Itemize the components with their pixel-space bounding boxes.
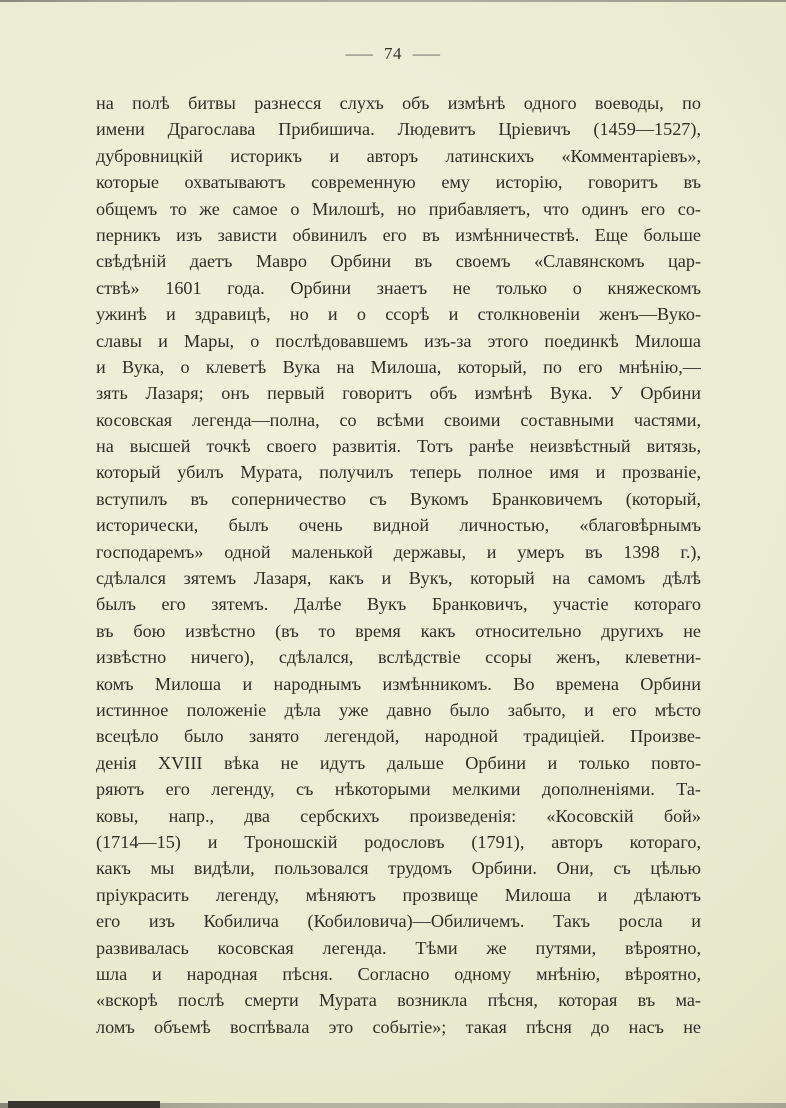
body-text-line: имени Драгослава Прибишича. Людевитъ Цріевичъ (1459—1527),: [96, 119, 701, 140]
body-text-line: перникъ изъ зависти обвинилъ его въ измѣнничествѣ. Еще больше: [96, 224, 701, 245]
body-text-line: косовская легенда—полна, со всѣми своими составными частями,: [96, 409, 701, 430]
body-text-line: какъ мы видѣли, пользовался трудомъ Орбини. Они, съ цѣлью: [96, 858, 701, 879]
body-text-line: развивалась косовская легенда. Тѣми же путями, вѣроятно,: [96, 937, 701, 958]
body-text-line: ковы, напр., два сербскихъ произведенія: «Косовскій бой»: [96, 805, 701, 826]
body-text-line: «вскорѣ послѣ смерти Мурата возникла пѣсня, которая въ ма-: [96, 990, 701, 1011]
body-text-line: пріукрасить легенду, мѣняютъ прозвище Милоша и дѣлаютъ: [96, 884, 701, 905]
body-text-line: его изъ Кобилича (Кобиловича)—Обиличемъ. Такъ росла и: [96, 911, 701, 932]
page-number: 74: [384, 44, 402, 63]
header-dash-left: —: [345, 44, 374, 63]
body-text-line: былъ его зятемъ. Далѣе Вукъ Бранковичъ, участіе котораго: [96, 594, 701, 615]
body-text-line: комъ Милоша и народнымъ измѣнникомъ. Во времена Орбини: [96, 673, 701, 694]
page-bottom-dark-bar: [8, 1101, 160, 1108]
body-text-line: (1714—15) и Троношскій родословъ (1791), авторъ котораго,: [96, 831, 701, 852]
header-dash-right: —: [412, 44, 441, 63]
body-text-line: ломъ объемѣ воспѣвала это событіе»; такая пѣсня до насъ не: [96, 1016, 701, 1037]
body-text-line: свѣдѣній даетъ Мавро Орбини въ своемъ «Славянскомъ цар-: [96, 251, 701, 272]
body-text-line: исторически, былъ очень видной личностью, «благовѣрнымъ: [96, 515, 701, 536]
body-text-line: и Вука, о клеветѣ Вука на Милоша, который, по его мнѣнію,—: [96, 356, 701, 377]
body-text-line: славы и Мары, о послѣдовавшемъ изъ-за этого поединкѣ Милоша: [96, 330, 701, 351]
body-text-line: шла и народная пѣсня. Согласно одному мнѣнію, вѣроятно,: [96, 963, 701, 984]
body-text-line: на полѣ битвы разнесся слухъ объ измѣнѣ одного воеводы, по: [96, 93, 701, 113]
body-text-line: всецѣло было занято легендой, народной традиціей. Произве-: [96, 726, 701, 747]
body-text-line: которые охватываютъ современную ему исторію, говоритъ въ: [96, 172, 701, 193]
body-text-line: извѣстно ничего), сдѣлался, вслѣдствіе ссоры женъ, клеветни-: [96, 647, 701, 668]
body-text-line: вступилъ въ соперничество съ Вукомъ Бранковичемъ (который,: [96, 488, 701, 509]
body-text-line: сдѣлался зятемъ Лазаря, какъ и Вукъ, который на самомъ дѣлѣ: [96, 568, 701, 589]
body-text-line: который убилъ Мурата, получилъ теперь полное имя и прозваніе,: [96, 462, 701, 483]
body-text-line: въ бою извѣстно (въ то время какъ относительно другихъ не: [96, 620, 701, 641]
body-text-line: ряютъ его легенду, съ нѣкоторыми мелкими дополненіями. Та-: [96, 779, 701, 800]
body-text-line: ствѣ» 1601 года. Орбини знаетъ не только о княжескомъ: [96, 277, 701, 298]
page-header: [0, 44, 786, 64]
body-text-line: зять Лазаря; онъ первый говоритъ объ измѣнѣ Вука. У Орбини: [96, 383, 701, 404]
body-text-line: господаремъ» одной маленькой державы, и умеръ въ 1398 г.),: [96, 541, 701, 562]
body-text-line: денія XVIII вѣка не идутъ дальше Орбини и только повто-: [96, 752, 701, 773]
body-text-line: общемъ то же самое о Милошѣ, но прибавляетъ, что одинъ его со-: [96, 198, 701, 219]
page-top-edge-shadow: [0, 0, 786, 2]
body-text-block: [96, 90, 701, 1040]
body-text-line: на высшей точкѣ своего развитія. Тотъ ранѣе неизвѣстный витязь,: [96, 436, 701, 457]
body-text-line: ужинѣ и здравицѣ, но и о ссорѣ и столкновеніи женъ—Вуко-: [96, 304, 701, 325]
body-text-line: дубровницкій историкъ и авторъ латинскихъ «Комментаріевъ»,: [96, 145, 701, 166]
body-text-line: истинное положеніе дѣла уже давно было забыто, и его мѣсто: [96, 699, 701, 720]
